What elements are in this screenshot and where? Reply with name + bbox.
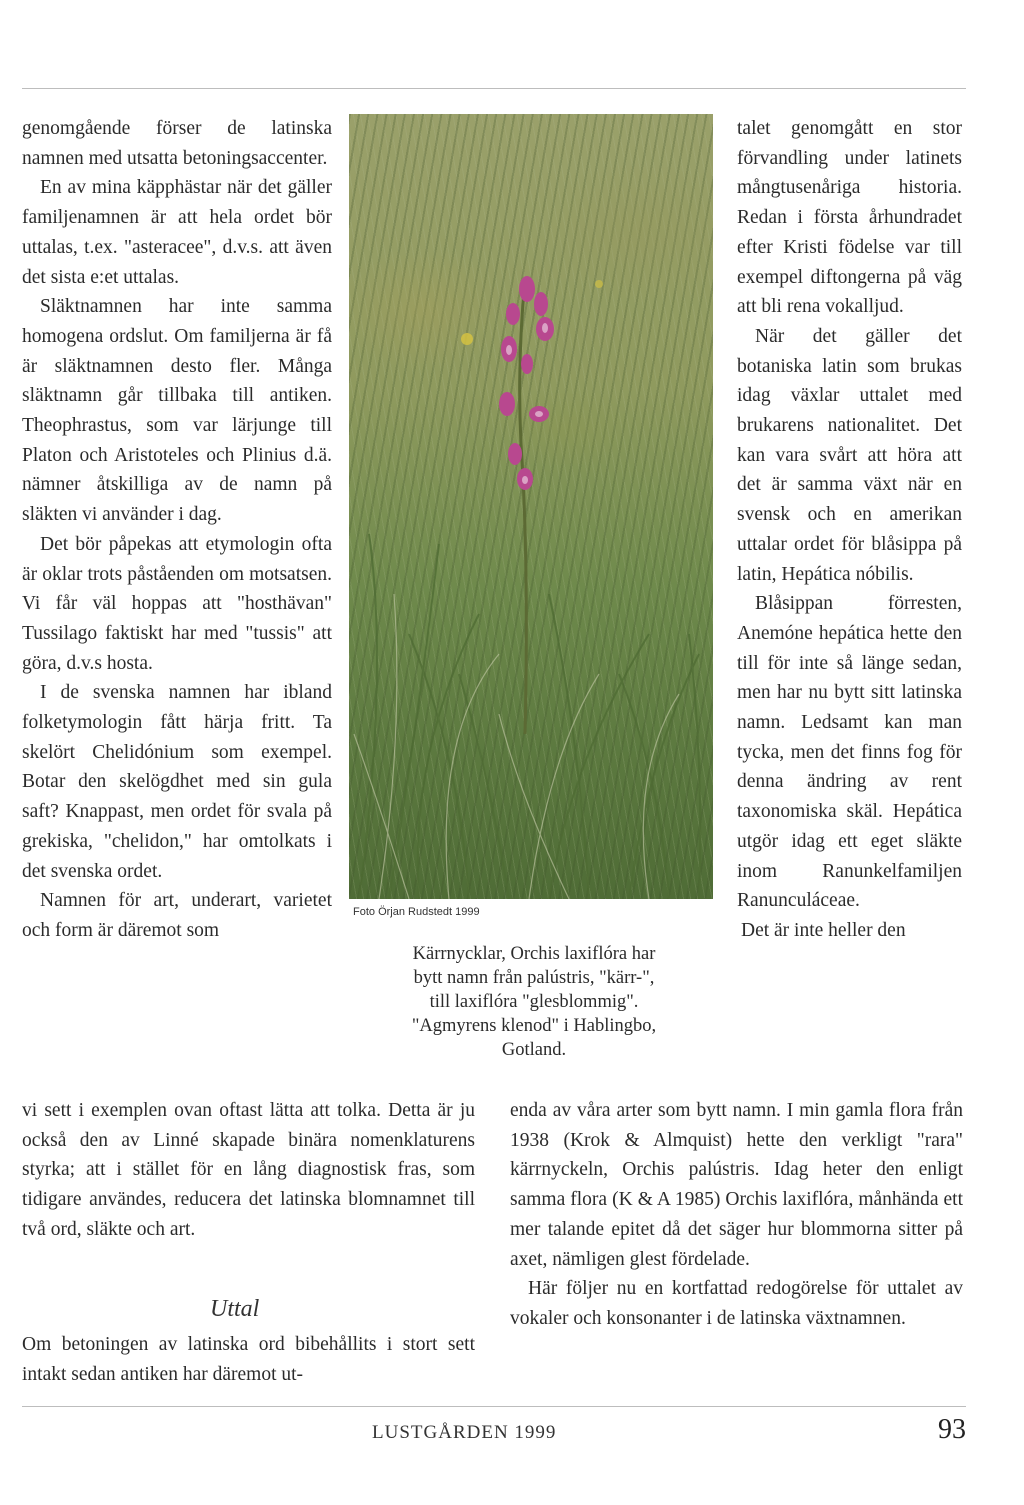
paragraph: En av mina käpphästar när det gäller familjenamnen är att hela ordet bör uttalas, t.ex. "asteracee", d.v.s. att även det sista e:et uttalas. xyxy=(22,177,332,288)
page-number: 93 xyxy=(938,1414,966,1445)
orchid-photo xyxy=(349,114,713,899)
paragraph: Blåsippan förresten, Anemóne hepática hette den till för inte så länge sedan, men har nu bytt sitt latinska namn. Ledsamt kan man tycka, men det finns fog för denna ändring av rent taxonomiska skäl. Hepática utgör idag ett eget släkte inom Ranunkelfamiljen Ranunculáceae. xyxy=(737,593,962,912)
paragraph: Det är inte heller den xyxy=(741,919,906,941)
paragraph: Här följer nu en kortfattad redogörelse för uttalet av vokaler och konsonanter i de latinska växtnamnen. xyxy=(510,1278,963,1329)
paragraph: När det gäller det botaniska latin som brukas idag växlar uttalet med brukarens nationalitet. Det kan vara svårt att höra att det är samma växt när en svensk och en amerikan uttalar ordet för blåsippa på latin, Hepática nóbilis. xyxy=(737,325,962,585)
paragraph: Det bör påpekas att etymologin ofta är oklar trots påståenden om motsatsen. Vi får väl hoppas att "hosthävan" Tussilago faktiskt har med "tussis" att göra, d.v.s hosta. xyxy=(22,533,332,674)
paragraph: genomgående förser de latinska namnen med utsatta betoningsaccenter. xyxy=(22,118,332,169)
caption-line: Gotland. xyxy=(501,1040,567,1060)
column-left-wide xyxy=(22,1096,475,1245)
journal-title: LUSTGÅRDEN 1999 xyxy=(372,1422,557,1443)
paragraph: vi sett i exemplen ovan oftast lätta att tolka. Detta är ju också den av Linné skapade binära nomenklaturens styrka; att i stället för en lång diagnostisk fras, som tidigare användes, reducera det latinska blomnamnet till två ord, släkte och art. xyxy=(22,1100,475,1240)
column-right-wide xyxy=(510,1096,963,1334)
paragraph: talet genomgått en stor förvandling under latinets mångtusenåriga historia. Redan i första århundradet efter Kristi födelse var till exempel diftongerna på väg att bli rena vokalljud. xyxy=(737,118,962,318)
column-right-narrow xyxy=(737,114,962,946)
paragraph: enda av våra arter som bytt namn. I min gamla flora från 1938 (Krok & Almquist) hette den verkligt "rara" kärrnyckeln, Orchis palústris. Idag heter den enligt samma flora (K & A 1985) Orchis laxiflóra, månhända ett mer talande epitet då det säger hur blommorna sitter på axet, nämligen glest fördelade. xyxy=(510,1100,963,1270)
section-heading: Uttal xyxy=(210,1296,260,1322)
column-left-section xyxy=(22,1330,475,1389)
column-left-narrow xyxy=(22,114,332,946)
caption-line: till laxiflóra "glesblommig". xyxy=(429,992,639,1012)
caption-line: "Agmyrens klenod" i Hablingbo, xyxy=(411,1016,657,1036)
orchid-illustration xyxy=(349,114,713,899)
bottom-rule xyxy=(22,1406,966,1407)
caption-line: bytt namn från palústris, "kärr-", xyxy=(413,968,655,988)
photo-credit: Foto Örjan Rudstedt 1999 xyxy=(353,906,480,918)
paragraph: Släktnamnen har inte samma homogena ordslut. Om familjerna är få är släktnamnen desto fler. Många släktnamn går tillbaka till antiken. Theophrastus, som var lärjunge till Platon och Aristoteles och Plinius d.ä. nämner åtskilliga av de namn på släkten vi använder i dag. xyxy=(22,296,332,526)
paragraph: Om betoningen av latinska ord bibehållits i stort sett intakt sedan antiken har däremot ut- xyxy=(22,1334,475,1385)
caption-line: Kärrnycklar, Orchis laxiflóra har xyxy=(412,944,656,964)
paragraph: Namnen för art, underart, varietet och form är däremot som xyxy=(22,890,332,941)
photo-caption xyxy=(360,942,708,1062)
top-rule xyxy=(22,88,966,89)
paragraph: I de svenska namnen har ibland folketymologin fått härja fritt. Ta skelört Chelidónium som exempel. Botar den skelögdhet med sin gula saft? Knappast, men ordet för svala på grekiska, "chelidon," har omtolkats i det svenska ordet. xyxy=(22,682,332,882)
